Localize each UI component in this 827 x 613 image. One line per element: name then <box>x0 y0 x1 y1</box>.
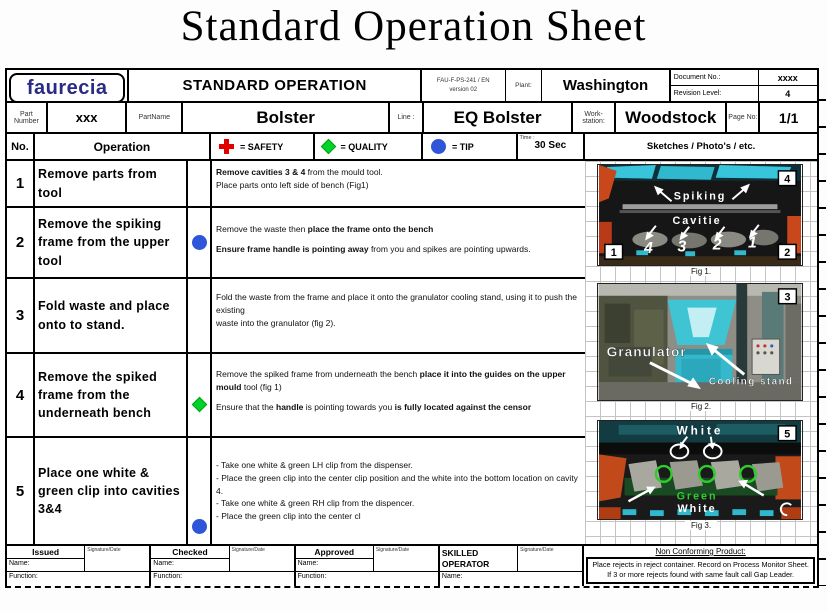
spiking-label: Spiking <box>673 190 727 203</box>
tip-circle-icon <box>192 519 207 534</box>
tip-circle-icon <box>192 235 207 250</box>
figure-2-badge-3 <box>779 289 797 304</box>
sheet-body <box>7 161 817 544</box>
approved-name-label: Name: <box>296 559 374 571</box>
header-row-1 <box>7 70 817 103</box>
checked-name-label: Name: <box>151 559 229 571</box>
col-header-no: No. <box>7 134 35 159</box>
workstation-label: Work- station: <box>573 103 616 132</box>
svg-text:2: 2 <box>784 247 791 260</box>
operation-no: 5 <box>7 438 35 544</box>
sketches-column <box>585 161 817 544</box>
skilled-operator-signature-label: Signature/Date <box>520 547 554 553</box>
operation-no: 2 <box>7 208 35 277</box>
figure-3-caption: Fig 3. <box>597 520 805 531</box>
operation-details <box>212 354 585 436</box>
figure-1-badge-4 <box>778 171 796 186</box>
issued-signature-label: Signature/Date <box>87 547 121 553</box>
operation-no: 1 <box>7 161 35 206</box>
detail-line: Remove the spiked frame from underneath the bench place it into the guides on the upper mould tool (fig 1) <box>216 369 566 392</box>
line-value: EQ Bolster <box>424 103 573 132</box>
detail-line: Remove the waste then place the frame onto the bench <box>216 223 434 234</box>
quality-diamond-icon <box>191 397 207 413</box>
form-reference <box>422 70 506 101</box>
detail-line: Remove cavities 3 & 4 from the mould tool. <box>216 167 383 177</box>
operation-rows <box>7 161 585 544</box>
page-no-value: 1/1 <box>778 109 799 126</box>
detail-line: - Take one white & green LH clip from the dispenser. <box>216 460 413 471</box>
detail-line: Place parts onto left side of bench (Fig1) <box>216 179 369 190</box>
part-name-value: Bolster <box>183 103 390 132</box>
time-value: 30 Sec <box>534 140 567 151</box>
plant-label: Plant: <box>506 70 543 101</box>
cooling-stand-label: Cooling stand <box>708 376 794 388</box>
part-name-label: PartName <box>127 103 183 132</box>
checked-signature-label: Signature/Date <box>231 547 265 553</box>
revision-row <box>671 86 817 101</box>
operation-row-1 <box>7 161 585 208</box>
operation-no: 4 <box>7 354 35 436</box>
checked-title: Checked <box>151 546 229 559</box>
operation-symbol-cell <box>188 354 212 436</box>
figure-3-badge-5 <box>778 426 796 441</box>
legend-quality-label: = QUALITY <box>340 141 388 152</box>
sheet-type-title: STANDARD OPERATION <box>127 70 422 101</box>
document-no-label: Document No.: <box>671 70 759 85</box>
issued-title: Issued <box>7 546 85 559</box>
legend-quality <box>315 134 423 159</box>
revision-value: 4 <box>785 88 791 99</box>
page-title: Standard Operation Sheet <box>180 3 647 50</box>
operation-title: Remove the spiked frame from the underneath bench <box>35 354 188 436</box>
operation-details <box>212 208 585 277</box>
part-number-label: Part Number <box>7 103 48 132</box>
svg-text:3: 3 <box>784 291 791 304</box>
figure-3-photo <box>597 420 803 520</box>
figure-1-caption: Fig 1. <box>597 266 805 277</box>
cavity-label: Cavitie <box>672 214 722 227</box>
operation-row-3 <box>7 279 585 354</box>
figure-1-badge-1 <box>605 244 623 259</box>
legend-tip-label: = TIP <box>451 141 474 152</box>
operation-no: 3 <box>7 279 35 352</box>
svg-text:4: 4 <box>784 173 791 186</box>
figure-3 <box>597 420 805 531</box>
approved-title: Approved <box>296 546 374 559</box>
figure-2 <box>597 283 805 412</box>
svg-text:5: 5 <box>784 428 791 441</box>
cavity-number: 1 <box>748 234 757 252</box>
approved-function-label: Function: <box>296 571 438 584</box>
cavity-number: 2 <box>712 236 722 254</box>
operation-row-2 <box>7 208 585 279</box>
document-no-row <box>671 70 817 86</box>
operation-symbol-cell <box>188 161 212 206</box>
operation-details <box>212 438 585 544</box>
form-reference-line2: version 02 <box>449 86 478 93</box>
cavity-number: 4 <box>644 240 653 258</box>
checked-block <box>151 546 295 586</box>
sos-sheet <box>5 68 819 588</box>
signature-footer <box>7 544 817 586</box>
line-label: Line : <box>390 103 424 132</box>
non-conforming-text: Place rejects in reject container. Record on Process Monitor Sheet. If 3 or more rejects found with same fault call Gap Leader. <box>586 557 815 584</box>
detail-line: Ensure frame handle is pointing away from you and spikes are pointing upwards. <box>216 243 531 254</box>
col-header-sketches: Sketches / Photo's / etc. <box>646 141 756 152</box>
tip-circle-icon <box>431 139 446 154</box>
col-header-operation: Operation <box>35 134 211 159</box>
non-conforming-product <box>584 546 817 586</box>
revision-label: Revision Level: <box>671 86 759 101</box>
logo-cell <box>7 70 127 101</box>
plant-value: Washington <box>542 70 670 101</box>
non-conforming-title: Non Conforming Product: <box>655 547 746 556</box>
quality-diamond-icon <box>321 139 337 155</box>
operation-symbol-cell <box>188 279 212 352</box>
operation-row-4 <box>7 354 585 438</box>
figure-2-caption: Fig 2. <box>597 401 805 412</box>
header-row-2 <box>7 103 817 134</box>
faurecia-logo-text: faurecia <box>26 76 108 99</box>
cavity-number: 3 <box>677 238 687 256</box>
figure-1-badge-2 <box>778 244 796 259</box>
document-info <box>671 70 817 101</box>
detail-line: - Place the green clip into the center clip position and the white into the bottom location on cavity 4. <box>216 472 578 496</box>
skilled-operator-block <box>440 546 584 586</box>
detail-line: Ensure that the handle is pointing towards you is fully located against the censor <box>216 401 532 412</box>
sheet-edge-ticks <box>818 74 826 586</box>
legend-row <box>7 134 817 161</box>
operation-symbol-cell <box>188 208 212 277</box>
operation-title: Remove the spiking frame from the upper tool <box>35 208 188 277</box>
issued-block <box>7 546 151 586</box>
skilled-operator-name-label: Name: <box>440 571 582 584</box>
safety-cross-icon <box>219 139 234 154</box>
green-label: Green <box>676 490 718 503</box>
granulator-label: Granulator <box>606 344 687 360</box>
form-reference-line1: FAU-F-PS-241 / EN <box>436 77 490 84</box>
operation-title: Remove parts from tool <box>35 161 188 206</box>
page-no-label: Page No: <box>727 103 760 132</box>
time-label: Time : <box>519 135 535 141</box>
part-number-value: xxx <box>48 103 128 132</box>
faurecia-logo <box>9 73 125 103</box>
figure-2-photo <box>597 283 803 401</box>
operation-details <box>212 279 585 352</box>
legend-tip <box>423 134 518 159</box>
operation-title: Place one white & green clip into cavities 3&4 <box>35 438 188 544</box>
detail-line: - Place the green clip into the center cl <box>216 511 361 522</box>
legend-safety-label: = SAFETY <box>239 141 284 152</box>
workstation-value: Woodstock <box>616 103 727 132</box>
approved-block <box>296 546 440 586</box>
operation-details <box>212 161 585 206</box>
figure-1-photo <box>597 164 803 266</box>
svg-text:1: 1 <box>610 247 617 260</box>
white-bottom-label: White <box>677 503 717 516</box>
issued-name-label: Name: <box>7 559 85 571</box>
cycle-time-cell <box>518 134 586 159</box>
detail-line: Fold the waste from the frame and place it onto the granulator cooling stand, using it to push the existing <box>216 292 577 315</box>
skilled-operator-title: SKILLED OPERATOR <box>440 546 518 571</box>
checked-function-label: Function: <box>151 571 293 584</box>
operation-row-5 <box>7 438 585 544</box>
detail-line: waste into the granulator (fig 2). <box>216 317 336 328</box>
operation-symbol-cell <box>188 438 212 544</box>
figure-1 <box>597 164 805 277</box>
approved-signature-label: Signature/Date <box>375 547 410 553</box>
legend-safety <box>211 134 316 159</box>
white-top-label: White <box>676 424 724 438</box>
detail-line: - Take one white & green RH clip from the dispencer. <box>216 498 415 509</box>
issued-function-label: Function: <box>7 571 149 584</box>
operation-title: Fold waste and place onto to stand. <box>35 279 188 352</box>
document-no-value: xxxx <box>777 72 798 83</box>
